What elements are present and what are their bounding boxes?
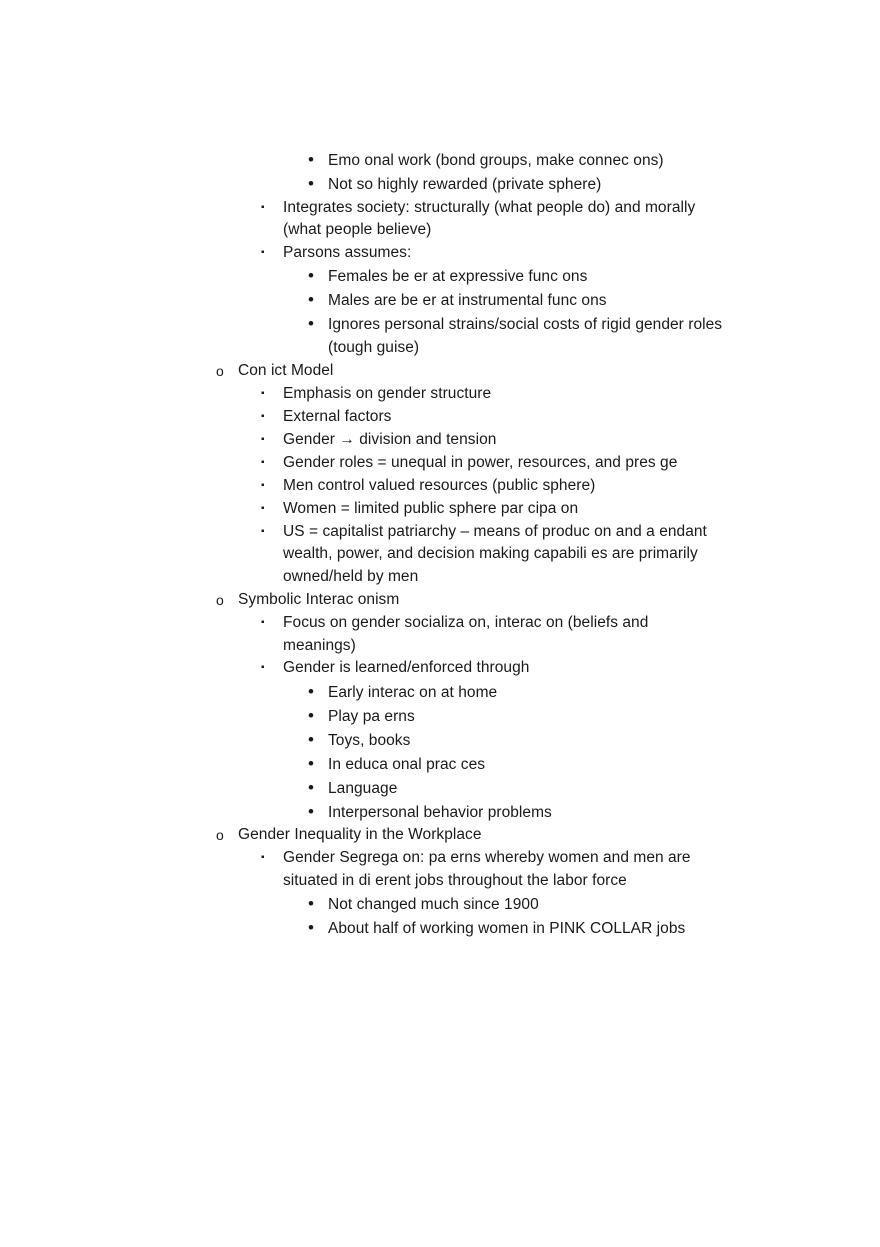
list-item-continuation: wealth, power, and decision making capabili es are primarily [283,545,698,562]
bullet-dot-icon: • [308,778,314,797]
bullet-dot-icon: • [308,290,314,309]
list-item: In educa onal prac ces [328,756,486,773]
bullet-square-icon: ▪ [261,457,265,468]
bullet-square-icon: ▪ [261,617,265,628]
list-item: Toys, books [328,732,411,749]
list-item-continuation: (what people believe) [283,221,432,238]
bullet-dot-icon: • [308,174,314,193]
list-item: Gender Inequality in the Workplace [238,826,482,843]
bullet-dot-icon: • [308,918,314,937]
bullet-square-icon: ▪ [261,526,265,537]
bullet-dot-icon: • [308,894,314,913]
bullet-dot-icon: • [308,754,314,773]
list-item: Not changed much since 1900 [328,896,539,913]
list-item: Play pa erns [328,708,415,725]
list-item: Parsons assumes: [283,244,412,261]
list-item: Females be er at expressive func ons [328,268,588,285]
bullet-dot-icon: • [308,314,314,333]
list-item: Emo onal work (bond groups, make connec ons) [328,152,664,169]
bullet-square-icon: ▪ [261,202,265,213]
bullet-dot-icon: • [308,266,314,285]
list-item: Gender → division and tension [283,431,497,448]
bullet-dot-icon: • [308,682,314,701]
list-item: Men control valued resources (public sphere) [283,477,596,494]
list-item: Early interac on at home [328,684,498,701]
list-item: Language [328,780,398,797]
list-item-continuation: (tough guise) [328,339,420,356]
bullet-square-icon: ▪ [261,503,265,514]
list-item: Gender is learned/enforced through [283,659,530,676]
bullet-dot-icon: • [308,150,314,169]
bullet-dot-icon: • [308,730,314,749]
list-item: Not so highly rewarded (private sphere) [328,176,602,193]
list-item: Gender Segrega on: pa erns whereby women and men are [283,849,691,866]
bullet-square-icon: ▪ [261,662,265,673]
list-item-continuation: situated in di erent jobs throughout the labor force [283,872,627,889]
bullet-circle-icon: o [216,363,224,379]
list-item: About half of working women in PINK COLLAR jobs [328,920,686,937]
list-item: Symbolic Interac onism [238,591,400,608]
bullet-dot-icon: • [308,802,314,821]
list-item: Focus on gender socializa on, interac on (beliefs and [283,614,649,631]
bullet-square-icon: ▪ [261,247,265,258]
bullet-square-icon: ▪ [261,388,265,399]
list-item-continuation: owned/held by men [283,568,419,585]
bullet-square-icon: ▪ [261,434,265,445]
bullet-dot-icon: • [308,706,314,725]
bullet-square-icon: ▪ [261,480,265,491]
bullet-circle-icon: o [216,592,224,608]
list-item: US = capitalist patriarchy – means of produc on and a endant [283,523,707,540]
bullet-circle-icon: o [216,827,224,843]
list-item: Women = limited public sphere par cipa on [283,500,579,517]
bullet-square-icon: ▪ [261,852,265,863]
list-item: Gender roles = unequal in power, resources, and pres ge [283,454,678,471]
list-item: Con ict Model [238,362,334,379]
bullet-square-icon: ▪ [261,411,265,422]
list-item: Ignores personal strains/social costs of rigid gender roles [328,316,723,333]
list-item: Interpersonal behavior problems [328,804,552,821]
list-item: Emphasis on gender structure [283,385,492,402]
list-item: External factors [283,408,392,425]
list-item: Males are be er at instrumental func ons [328,292,607,309]
list-item-continuation: meanings) [283,637,356,654]
list-item: Integrates society: structurally (what people do) and morally [283,199,696,216]
